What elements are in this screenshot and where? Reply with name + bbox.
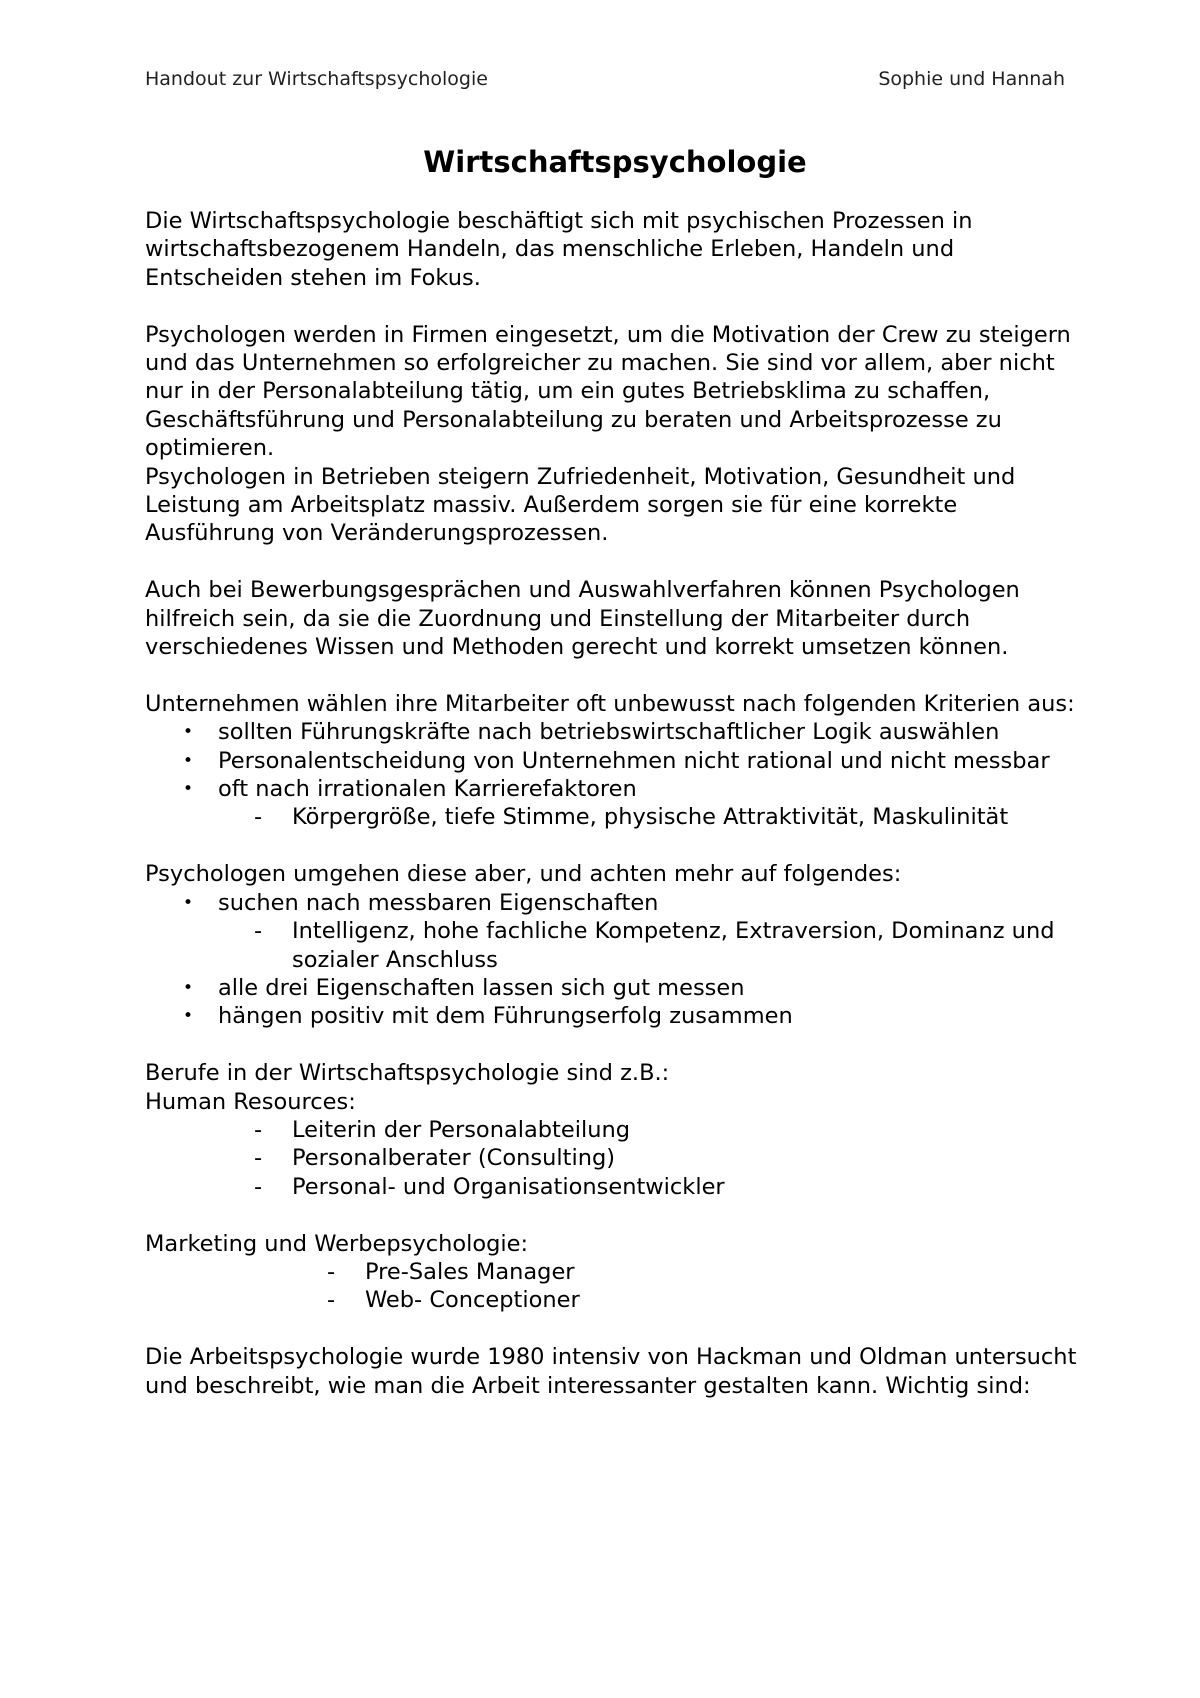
paragraph-bewerbung: Auch bei Bewerbungsgesprächen und Auswahlverfahren können Psychologen hilfreich sein, da sie die Zuordnung und Einstellung der Mitarbeiter durch verschiedenes Wissen und Methoden gerecht und korrekt umsetzen können. [145,577,1020,661]
dash-marker: - [254,1173,263,1200]
paragraph-psychologen-betriebe: Psychologen in Betrieben steigern Zufriedenheit, Motivation, Gesundheit und Leistung am Arbeitsplatz massiv. Außerdem sorgen sie für eine korrekte Ausführung von Veränderungsprozessen. [145,463,1016,547]
bullet-marker: • [183,750,194,771]
dash-marker: - [327,1287,336,1314]
list-subitem: - Körpergröße, tiefe Stimme, physische Attraktivität, Maskulinität [254,804,1009,831]
list-item: • Personalentscheidung von Unternehmen nicht rational und nicht messbar [183,747,1050,774]
paragraph-psychologen-firmen: Psychologen werden in Firmen eingesetzt, um die Motivation der Crew zu steigern und das Unternehmen so erfolgreicher zu machen. Sie sind vor allem, aber nicht nur in der Personalabteilung tätig, um ein gutes Betriebsklima zu schaffen, Geschäftsführung und Personalabteilung zu beraten und Arbeitsprozesse zu optimieren. [145,321,1071,462]
bullet-marker: • [183,977,194,998]
document-body [145,140,1085,1400]
paragraph-marketing: Marketing und Werbepsychologie: [145,1230,529,1257]
dash-marker: - [254,1116,263,1143]
list-item: • alle drei Eigenschaften lassen sich gut messen [183,974,745,1001]
paragraph-arbeitspsychologie: Die Arbeitspsychologie wurde 1980 intensiv von Hackman und Oldman untersucht und beschreibt, wie man die Arbeit interessanter gestalten kann. Wichtig sind: [145,1344,1077,1399]
header-left: Handout zur Wirtschaftspsychologie [145,68,488,90]
list-item: • suchen nach messbaren Eigenschaften [183,889,659,916]
list-subitem: - Personal- und Organisationsentwickler [254,1173,725,1200]
list-subitem: - Personalberater (Consulting) [254,1145,616,1172]
page-header [145,70,1065,89]
bullet-marker: • [183,779,194,800]
list-subitem: - Intelligenz, hohe fachliche Kompetenz, Extraversion, Dominanz und sozialer Anschluss [254,918,1055,973]
list-item: • hängen positiv mit dem Führungserfolg zusammen [183,1003,793,1030]
document-title: Wirtschaftspsychologie [423,145,807,179]
list-subitem: - Pre-Sales Manager [327,1258,575,1285]
paragraph-psychologen-umgehen: Psychologen umgehen diese aber, und achten mehr auf folgendes: [145,861,902,888]
bullet-marker: • [183,722,194,743]
paragraph-human-resources: Human Resources: [145,1088,356,1115]
dash-marker: - [327,1258,336,1285]
bullet-marker: • [183,892,194,913]
paragraph-intro: Die Wirtschaftspsychologie beschäftigt sich mit psychischen Prozessen in wirtschaftsbezogenem Handeln, das menschliche Erleben, Handeln und Entscheiden stehen im Fokus. [145,208,973,291]
dash-marker: - [254,804,263,831]
bullet-marker: • [183,1006,194,1027]
list-subitem: - Leiterin der Personalabteilung [254,1116,631,1143]
header-right: Sophie und Hannah [878,68,1065,90]
dash-marker: - [254,918,263,945]
paragraph-berufe: Berufe in der Wirtschaftspsychologie sind z.B.: [145,1060,670,1087]
paragraph-kriterien: Unternehmen wählen ihre Mitarbeiter oft unbewusst nach folgenden Kriterien aus: [145,690,1075,717]
dash-marker: - [254,1145,263,1172]
list-item: • sollten Führungskräfte nach betriebswirtschaftlicher Logik auswählen [183,719,1000,746]
list-item: • oft nach irrationalen Karrierefaktoren [183,776,637,803]
list-subitem: - Web- Conceptioner [327,1287,580,1314]
